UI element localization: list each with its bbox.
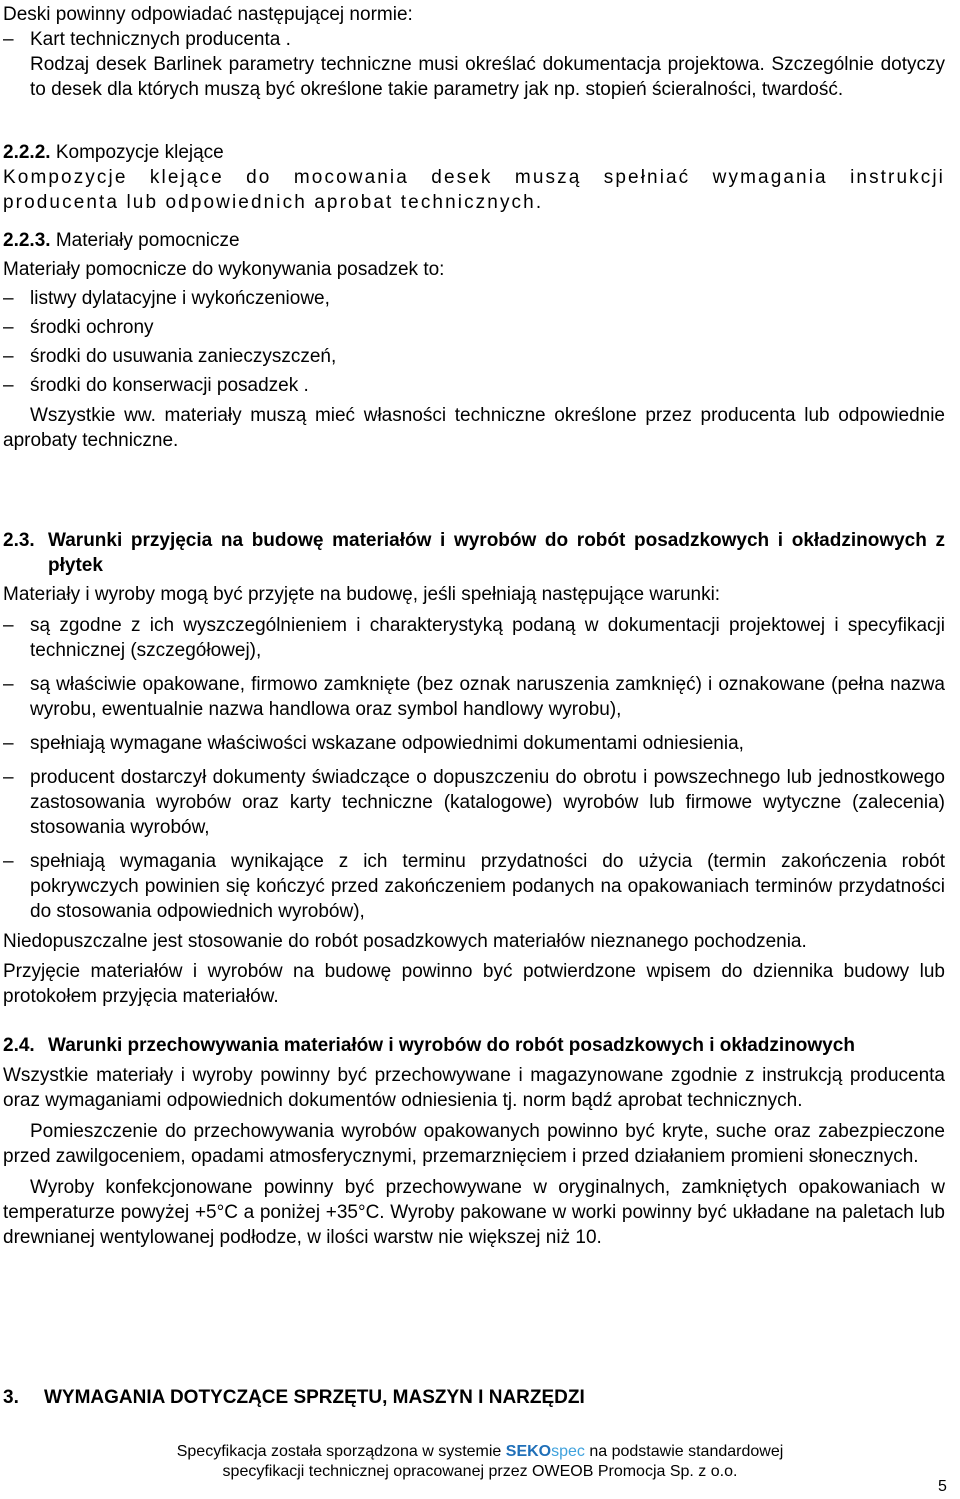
paragraph: Niedopuszczalne jest stosowanie do robót posadzkowych materiałów nieznanego pochodzenia. xyxy=(3,931,807,952)
page-number: 5 xyxy=(938,1478,947,1495)
section-2-2-1 xyxy=(3,2,945,102)
list-item xyxy=(3,315,945,340)
paragraph: Wszystkie ww. materiały muszą mieć własności techniczne określone przez producenta lub odpowiednie aprobaty techniczne. xyxy=(3,405,945,451)
footer-text: Specyfikacja została sporządzona w systemie xyxy=(176,1443,502,1460)
paragraph: Rodzaj desek Barlinek parametry techniczne musi określać dokumentacja projektowa. Szczególnie dotyczy to desek dla których muszą być określone takie parametry jak np. stopień ścieralności, twardość. xyxy=(30,54,945,100)
section-3 xyxy=(3,1385,945,1410)
intro-text: Materiały pomocnicze do wykonywania posadzek to: xyxy=(3,259,445,280)
section-heading xyxy=(3,528,945,578)
list-item-text: środki do usuwania zanieczyszczeń, xyxy=(30,346,337,367)
section-heading xyxy=(3,1033,945,1058)
section-number: 2.2.3. xyxy=(3,230,51,251)
section-title: Materiały pomocnicze xyxy=(55,230,240,251)
list-item xyxy=(3,765,945,840)
list-item xyxy=(3,27,945,52)
list-item-text: są właściwie opakowane, firmowo zamknięte (bez oznak naruszenia zamknięć) i oznakowane (pełna nazwa wyrobu, ewentualnie nazwa handlowa oraz symbol handlowy wyrobu), xyxy=(30,674,945,720)
section-title: Kompozycje klejące xyxy=(55,142,224,163)
section-title: Warunki przechowywania materiałów i wyrobów do robót posadzkowych i okładzinowych xyxy=(48,1035,855,1056)
list-item xyxy=(3,373,945,398)
paragraph: Pomieszczenie do przechowywania wyrobów opakowanych powinno być kryte, suche oraz zabezpieczone przed zawilgoceniem, opadami atmosferycznymi, przemarznięciem i przed działaniem promieni słonecznych. xyxy=(3,1121,945,1167)
list-item xyxy=(3,849,945,924)
section-number: 2.4. xyxy=(3,1035,35,1056)
footer-text: specyfikacji technicznej opracowanej przez OWEOB Promocja Sp. z o.o. xyxy=(222,1463,738,1480)
list-item-text: są zgodne z ich wyszczególnieniem i charakterystyką podaną w dokumentacji projektowej i specyfikacji technicznej (szczegółowej), xyxy=(30,615,945,661)
list-item xyxy=(3,613,945,663)
list-item-text: środki ochrony xyxy=(30,317,154,338)
sekospec-logo: SEKOspec xyxy=(505,1443,585,1460)
intro-text: Deski powinny odpowiadać następującej normie: xyxy=(3,4,413,25)
paragraph: Kompozycje klejące do mocowania desek muszą spełniać wymagania instrukcji producenta lub odpowiednich aprobat technicznych. xyxy=(3,167,945,213)
paragraph: Wszystkie materiały i wyroby powinny być przechowywane i magazynowane zgodnie z instrukcją producenta oraz wymaganiami odpowiednich dokumentów odniesienia tj. norm bądź aprobat technicznych. xyxy=(3,1065,945,1111)
list-item-text: spełniają wymagania wynikające z ich terminu przydatności do użycia (termin zakończenia robót pokrywczych powinien się kończyć przed zakończeniem podanych na opakowaniach terminów przydatności do stosowania odpowiednich wyrobów), xyxy=(30,851,945,922)
list-item xyxy=(3,344,945,369)
paragraph: Wyroby konfekcjonowane powinny być przechowywane w oryginalnych, zamkniętych opakowaniach w temperaturze powyżej +5°C a poniżej +35°C. Wyroby pakowane w worki powinny być układane na paletach lub drewnianej wentylowanej podłodze, w ilości warstw nie większej niż 10. xyxy=(3,1177,945,1248)
list-item xyxy=(3,286,945,311)
intro-text: Materiały i wyroby mogą być przyjęte na budowę, jeśli spełniają następujące warunki: xyxy=(3,584,721,605)
section-2-4 xyxy=(3,1033,945,1250)
paragraph: Przyjęcie materiałów i wyrobów na budowę powinno być potwierdzone wpisem do dziennika budowy lub protokołem przyjęcia materiałów. xyxy=(3,961,945,1007)
list-item-text: środki do konserwacji posadzek . xyxy=(30,375,309,396)
section-2-2-3 xyxy=(3,228,945,453)
footer-text: na podstawie standardowej xyxy=(589,1443,784,1460)
page-footer xyxy=(130,1442,830,1482)
list-item-text: producent dostarczył dokumenty świadczące o dopuszczeniu do obrotu i powszechnego lub jednostkowego zastosowania wyrobów oraz karty techniczne (katalogowe) wyrobów lub firmowe wytyczne (zalecenia) stosowania wyrobów, xyxy=(30,767,945,838)
list-item xyxy=(3,731,945,756)
section-2-3 xyxy=(3,528,945,1009)
section-2-2-2 xyxy=(3,140,945,215)
section-title: WYMAGANIA DOTYCZĄCE SPRZĘTU, MASZYN I NARZĘDZI xyxy=(44,1387,585,1408)
section-title: Warunki przyjęcia na budowę materiałów i wyrobów do robót posadzkowych i okładzinowych z płytek xyxy=(48,530,945,576)
section-number: 2.3. xyxy=(3,530,35,551)
list-item xyxy=(3,672,945,722)
list-item-text: Kart technicznych producenta . xyxy=(30,29,291,50)
section-number: 3. xyxy=(3,1387,19,1408)
section-number: 2.2.2. xyxy=(3,142,51,163)
list-item-text: listwy dylatacyjne i wykończeniowe, xyxy=(30,288,330,309)
list-item-text: spełniają wymagane właściwości wskazane odpowiednimi dokumentami odniesienia, xyxy=(30,733,744,754)
